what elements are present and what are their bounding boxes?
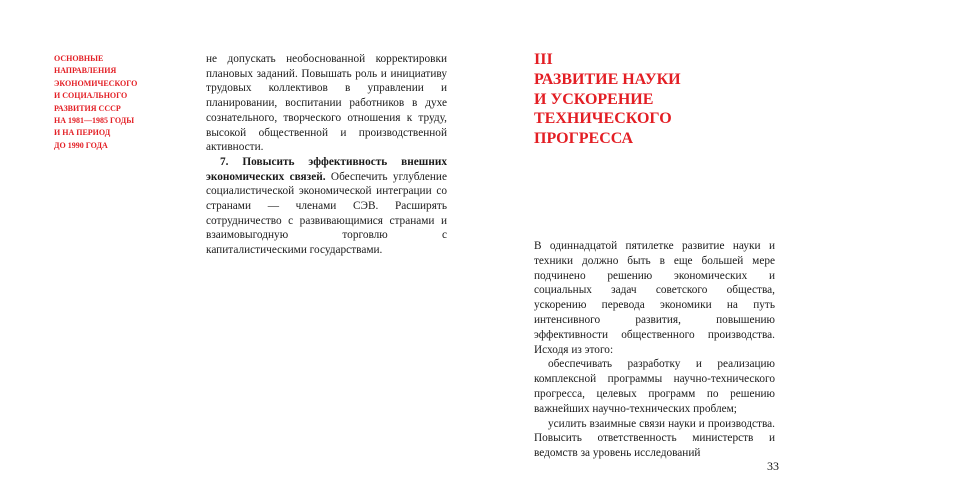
- chapter-heading: [534, 50, 734, 149]
- right-page-text: [534, 239, 775, 461]
- chapter-title-line: ПРОГРЕССА: [534, 130, 634, 148]
- left-paragraph: не допускать необоснованной корректировки плановых заданий. Повышать роль и инициативу трудовых коллективов в управлении и планировании, воспитании работников в духе сознательного, творческого отношения к труду, высокой общественной и производственной активности.: [206, 53, 447, 154]
- chapter-title-line: ТЕХНИЧЕСКОГО: [534, 110, 672, 128]
- chapter-numeral: III: [534, 51, 553, 68]
- running-header-sidebar: [54, 53, 164, 152]
- sidebar-line: ДО 1990 ГОДА: [54, 140, 108, 150]
- intro-paragraph: В одиннадцатой пятилетке развитие науки и техники должно быть в еще большей мере подчинено решению экономических и социальных задач советского общества, ускорению перевода экономики на путь интенсивного развития, повышению эффективности общественного производства. Исходя из этого:: [534, 240, 775, 356]
- sidebar-line: НА 1981—1985 ГОДЫ: [54, 116, 135, 126]
- chapter-title-line: И УСКОРЕНИЕ: [534, 90, 654, 108]
- item-7-paragraph: [206, 155, 447, 258]
- sidebar-line: И НА ПЕРИОД: [54, 128, 111, 138]
- list-item: обеспечивать разработку и реализацию комплексной программы научно-технического прогресса, целевых программ по решению важнейших научно-технических проблем;: [534, 358, 775, 415]
- sidebar-line: ЭКОНОМИЧЕСКОГО: [54, 78, 138, 88]
- page-number: 33: [767, 459, 779, 473]
- sidebar-line: НАПРАВЛЕНИЯ: [54, 66, 117, 76]
- sidebar-line: РАЗВИТИЯ СССР: [54, 103, 121, 113]
- list-item: усилить взаимные связи науки и производства. Повысить ответственность министерств и ведомств за уровень исследований: [534, 417, 775, 460]
- item-7-heading: 7. Повысить эффективность внешних экономических связей.: [206, 155, 447, 183]
- chapter-title-line: РАЗВИТИЕ НАУКИ: [534, 70, 681, 88]
- sidebar-line: ОСНОВНЫЕ: [54, 54, 104, 63]
- item-7-body: Обеспечить углубление социалистической экономической интеграции со странами — членами СЭВ. Расширять сотрудничество с развивающимися странами и взаимовыгодную торговлю с капиталистическими государствами.: [206, 170, 447, 257]
- sidebar-line: И СОЦИАЛЬНОГО: [54, 91, 128, 101]
- left-page-text: [206, 52, 447, 258]
